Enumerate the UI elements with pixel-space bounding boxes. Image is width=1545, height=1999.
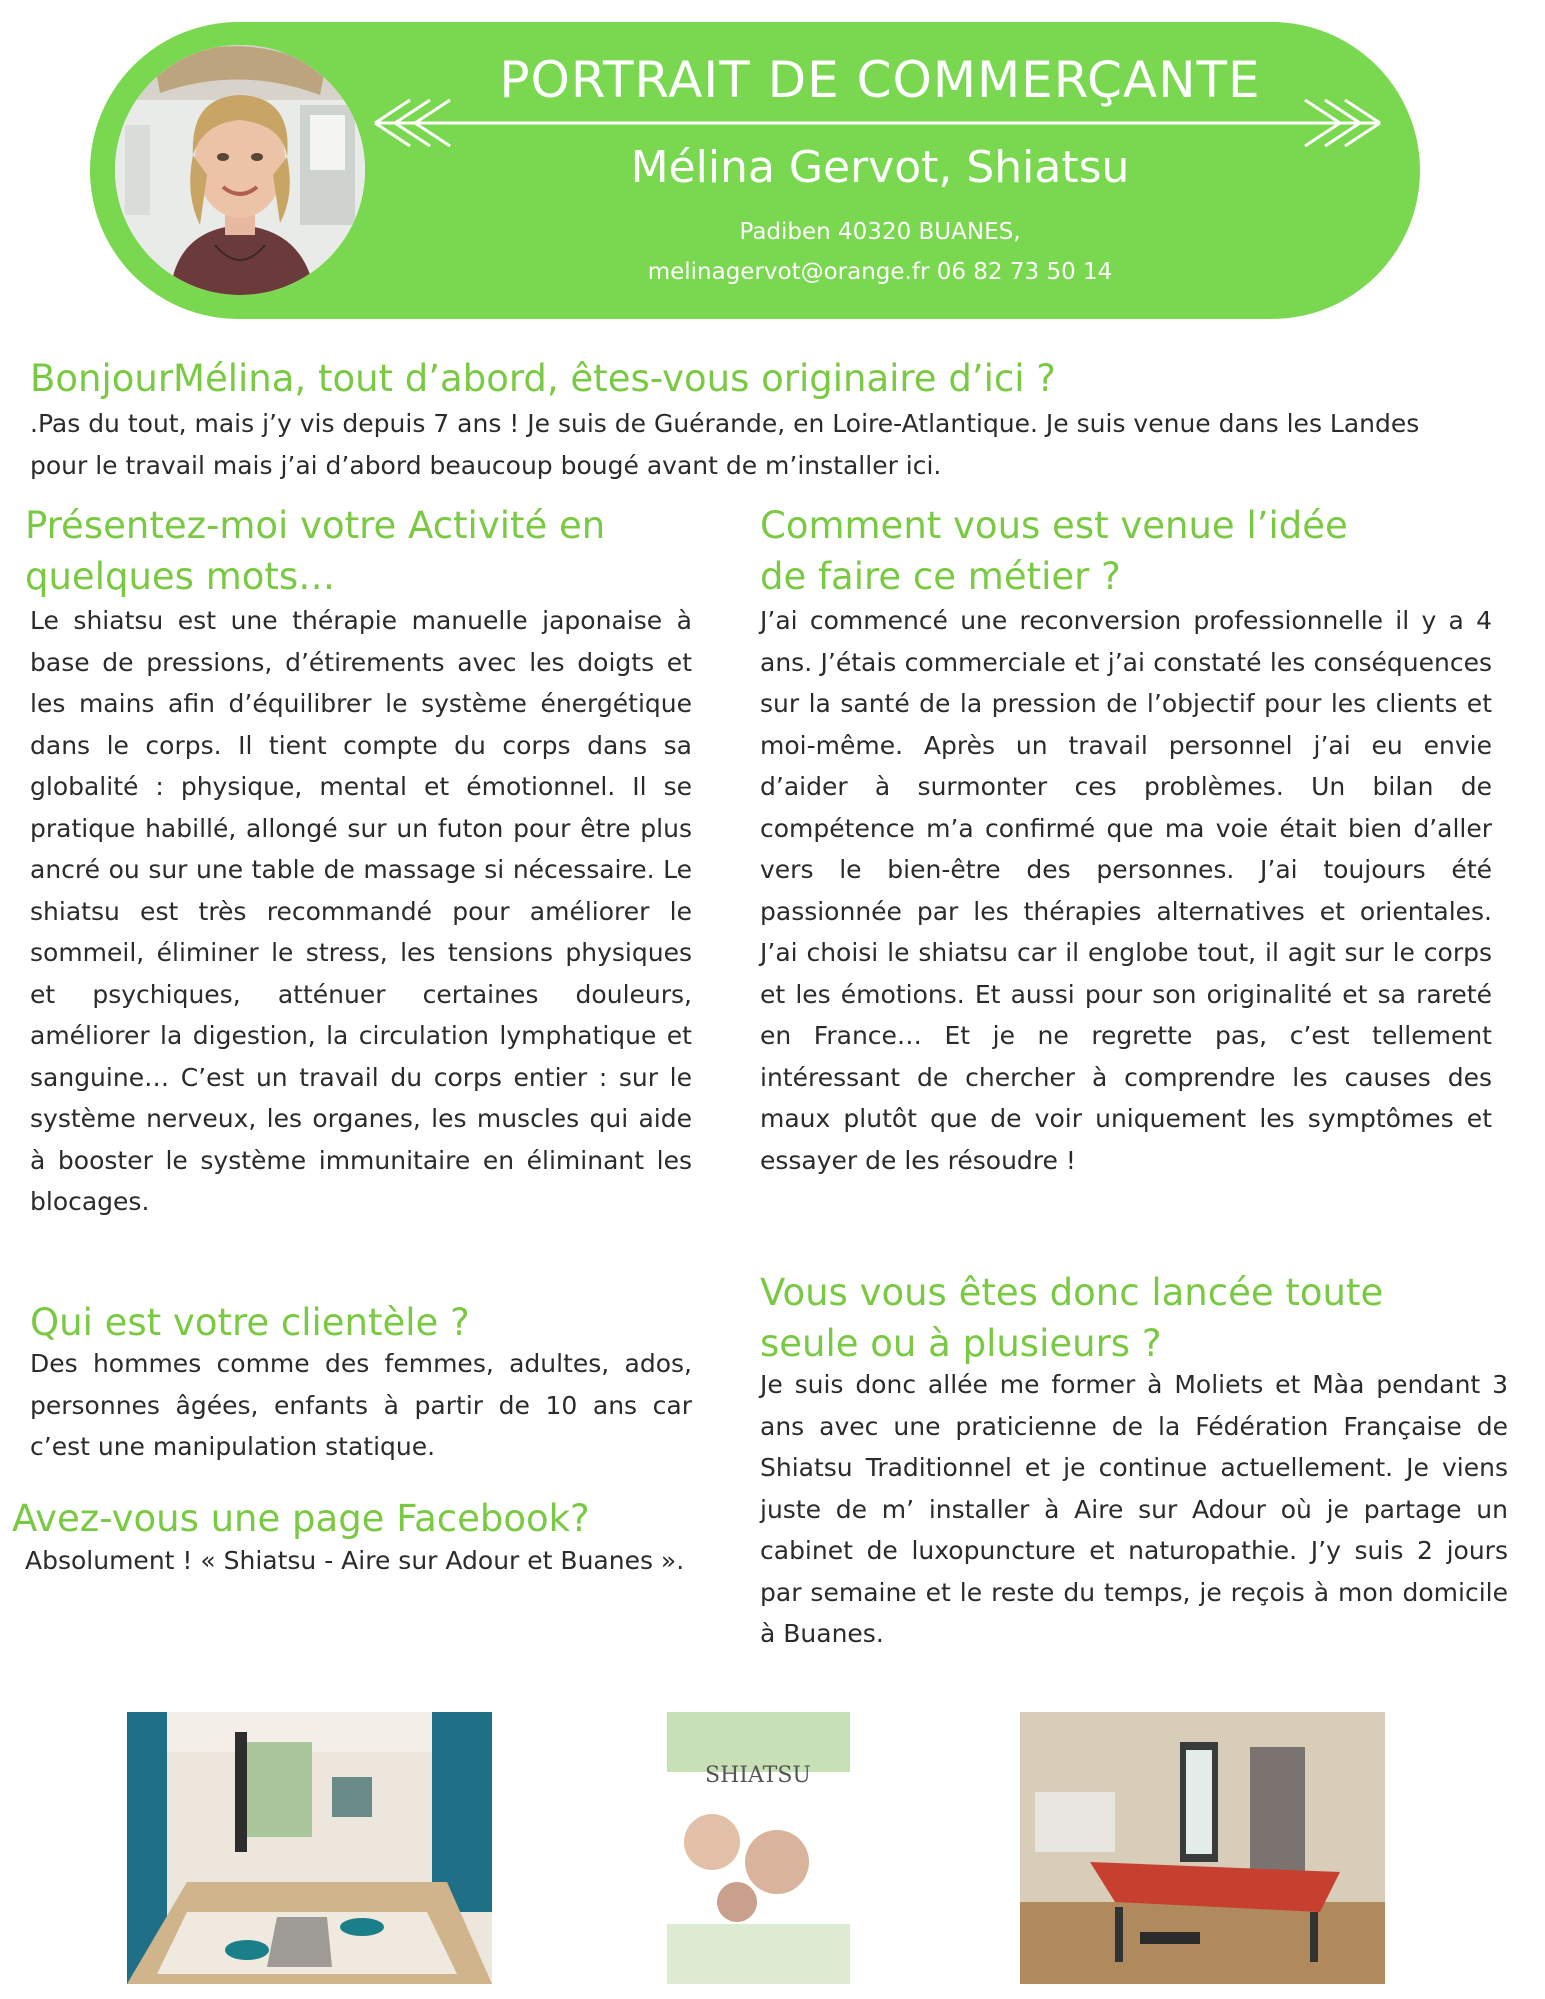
idea-answer: J’ai commencé une reconversion professionnelle il y a 4 ans. J’étais commerciale et j’ai constaté les conséquences sur la santé de la pression de l’objectif pour les clients et moi-même. Après un travail personnel j’ai eu envie d’aider à surmonter ces problèmes. Un bilan de compétence m’a confirmé que ma voie était bien d’aller vers le bien-être des personnes. J’ai toujours été passionnée par les thérapies alternatives et orientales. J’ai choisi le shiatsu car il englobe tout, il agit sur le corps et les émotions. Et aussi pour son originalité et sa rareté en France… Et je ne regrette pas, c’est tellement intéressant de chercher à comprendre les causes des maux plutôt que de voir uniquement les symptômes et essayer de les résoudre ! — [760, 606, 1492, 1175]
merchant-name: Mélina Gervot, Shiatsu — [630, 142, 1130, 193]
intro-answer: .Pas du tout, mais j’y vis depuis 7 ans ! Je suis de Guérande, en Loire-Atlantique. Je suis venue dans les Landes pour le travail mais j’ai d’abord beaucoup bougé avant de m’installer ici. — [30, 409, 1420, 480]
activity-answer: Le shiatsu est une thérapie manuelle japonaise à base de pressions, d’étirements avec les doigts et les mains afin d’équilibrer le système énergétique dans le corps. Il tient compte du corps dans sa globalité : physique, mental et émotionnel. Il se pratique habillé, allongé sur un futon pour être plus ancré ou sur une table de massage si nécessaire. Le shiatsu est très recommandé pour améliorer le sommeil, éliminer le stress, les tensions physiques et psychiques, atténuer certaines douleurs, améliorer la digestion, la circulation lymphatique et sanguine… C’est un travail du corps entier : sur le système nerveux, les organes, les muscles qui aide à booster le système immunitaire en éliminant les blocages. — [30, 606, 692, 1216]
clientele-answer: Des hommes comme des femmes, adultes, ados, personnes âgées, enfants à partir de 10 ans car c’est une manipulation statique. — [30, 1349, 692, 1461]
page-title: PORTRAIT DE COMMERÇANTE — [499, 51, 1261, 109]
activity-question: Présentez-moi votre Activité en quelques mots… — [25, 504, 606, 598]
flyer-title: SHIATSU — [705, 1763, 811, 1788]
intro-question: BonjourMélina, tout d’abord, êtes-vous originaire d’ici ? — [30, 357, 1056, 400]
massage-room-photo — [1020, 1712, 1385, 1984]
shiatsu-flyer — [667, 1712, 850, 1984]
flyer-illustration — [667, 1712, 850, 1984]
launch-answer: Je suis donc allée me former à Moliets et Màa pendant 3 ans avec une praticienne de la Fédération Française de Shiatsu Traditionnel et je continue actuellement. Je viens juste de m’ installer à Aire sur Adour où je partage un cabinet de luxopuncture et naturopathie. J’y suis 2 jours par semaine et le reste du temps, je reçois à mon domicile à Buanes. — [760, 1370, 1508, 1648]
portrait-photo — [115, 45, 365, 295]
portrait-illustration — [115, 45, 365, 295]
merchant-contact: melinagervot@orange.fr 06 82 73 50 14 — [647, 259, 1113, 285]
idea-question: Comment vous est venue l’idée de faire ce métier ? — [760, 504, 1348, 598]
facebook-question: Avez-vous une page Facebook? — [12, 1497, 590, 1540]
massage-room-illustration — [1020, 1712, 1385, 1984]
launch-question: Vous vous êtes donc lancée toute seule ou à plusieurs ? — [760, 1271, 1384, 1365]
merchant-address: Padiben 40320 BUANES, — [739, 219, 1021, 245]
shiatsu-room-photo — [127, 1712, 492, 1984]
facebook-answer: Absolument ! « Shiatsu - Aire sur Adour et Buanes ». — [25, 1546, 685, 1575]
clientele-question: Qui est votre clientèle ? — [30, 1301, 470, 1344]
room-illustration — [127, 1712, 492, 1984]
